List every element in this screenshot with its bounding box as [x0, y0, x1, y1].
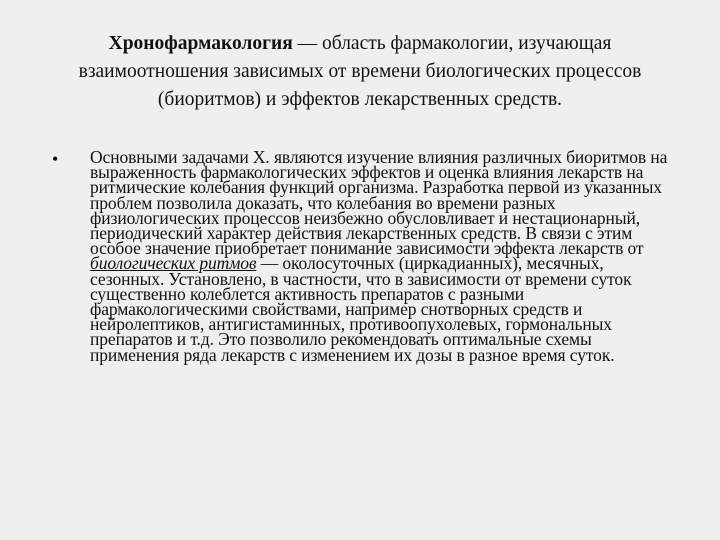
bullet-dot-icon: • [52, 149, 59, 169]
bullet-paragraph [90, 147, 670, 365]
title-definition: — область фармакологии, изучающая взаимоотношения зависимых от времени биологических процессов (биоритмов) и эффектов лекарственных средств. [78, 33, 642, 110]
biological-rhythms-link[interactable]: биологических ритмов [90, 253, 257, 274]
paragraph-text-before-link: Основными задачами Х. являются изучение влияния различных биоритмов на выраженность фармакологических эффектов и оценка влияния лекарств на ритмические колебания функций организма. Разработка первой из указанных проблем позволила доказать, что колебания во времени разных физиологических процессов неизбежно обусловливает и нестационарный, периодический характер действия лекарственных средств. В связи с этим особое значение приобретает понимание зависимости эффекта лекарств от [90, 147, 668, 259]
slide-title [40, 30, 680, 114]
bullet-item [52, 147, 672, 365]
title-term: Хронофармакология [108, 33, 293, 54]
paragraph-text-after-link: — околосуточных (циркадианных), месячных, сезонных. Установлено, в частности, что в зависимости от времени суток существенно колеблется активность препаратов с разными фармакологическими свойствами, например снотворных средств и нейролептиков, антигистаминных, противоопухолевых, гормональных препаратов и т.д. Это позволило рекомендовать оптимальные схемы применения ряда лекарств с изменением их дозы в разное время суток. [90, 253, 632, 365]
